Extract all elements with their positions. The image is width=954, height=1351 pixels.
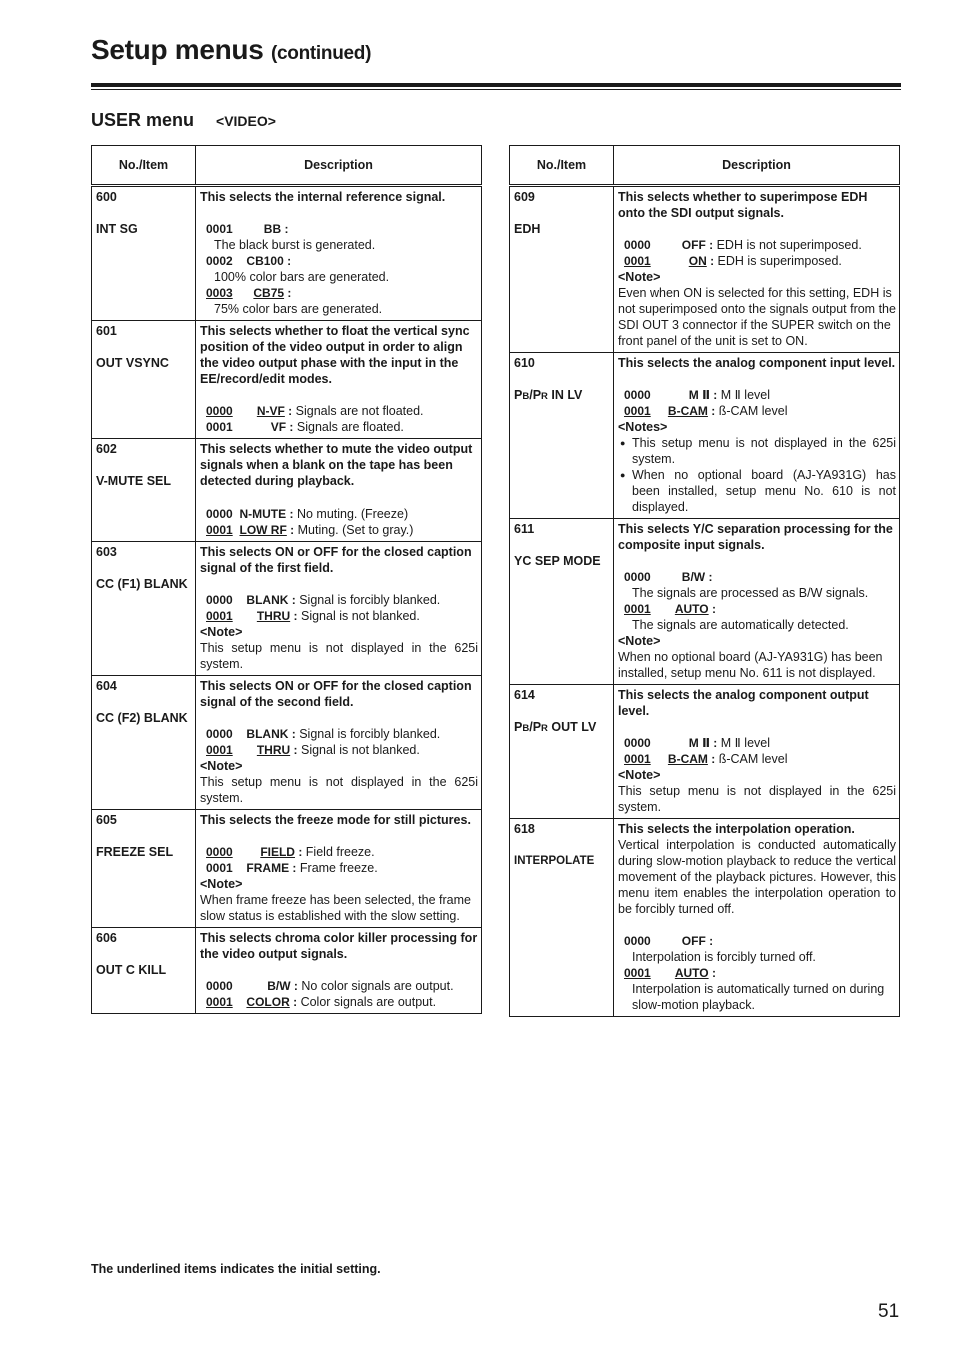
item-number: 611 bbox=[514, 522, 535, 536]
option-code: 0001 bbox=[206, 222, 233, 236]
option-key: B/W : bbox=[267, 979, 298, 993]
description-heading: This selects the analog component input level. bbox=[618, 356, 896, 370]
option-text: Signal is not blanked. bbox=[297, 609, 420, 623]
option-key: B-CAM bbox=[667, 404, 708, 418]
option-line: 0001 COLOR : Color signals are output. bbox=[206, 995, 437, 1009]
option-line bbox=[200, 221, 478, 237]
option-line: 0000 FIELD : Field freeze. bbox=[206, 845, 375, 859]
item-name: OUT VSYNC bbox=[96, 356, 169, 370]
option-text: Signal is forcibly blanked. bbox=[295, 593, 441, 607]
table-row bbox=[92, 542, 482, 676]
item-cell bbox=[92, 542, 196, 676]
option-text: M Ⅱ level bbox=[717, 736, 771, 750]
item-number: 609 bbox=[514, 190, 535, 204]
item-name: INTERPOLATE bbox=[514, 855, 595, 867]
description-cell bbox=[196, 928, 482, 1014]
option-code: 0000 bbox=[206, 404, 233, 418]
description-cell bbox=[196, 439, 482, 542]
option-line bbox=[200, 726, 478, 742]
option-code: 0000 bbox=[206, 845, 233, 859]
option-key: CB75 bbox=[253, 286, 285, 300]
table-row bbox=[510, 186, 900, 353]
item-cell bbox=[510, 685, 614, 819]
option-text: Muting. (Set to gray.) bbox=[294, 523, 414, 537]
option-description: 75% color bars are generated. bbox=[214, 302, 383, 316]
note-label: <Notes> bbox=[618, 420, 668, 434]
option-key: BLANK : bbox=[246, 593, 296, 607]
description-heading: This selects ON or OFF for the closed caption signal of the second field. bbox=[200, 679, 472, 709]
option-key: B-CAM bbox=[667, 752, 708, 766]
option-key: OFF : bbox=[681, 934, 714, 948]
option-code: 0000 bbox=[624, 570, 651, 584]
option-line bbox=[200, 419, 478, 435]
table-row bbox=[510, 519, 900, 685]
option-key: OFF : bbox=[681, 238, 714, 252]
menu-table-left bbox=[91, 145, 482, 1014]
item-cell bbox=[92, 439, 196, 542]
option-code: 0000 bbox=[624, 388, 651, 402]
item-cell bbox=[92, 321, 196, 439]
item-number: 604 bbox=[96, 679, 117, 693]
option-key: BLANK : bbox=[246, 727, 296, 741]
item-name: INT SG bbox=[96, 222, 138, 236]
description-heading: This selects chroma color killer processing for the video output signals. bbox=[200, 931, 478, 961]
note-bullet: ● When no optional board (AJ-YA931G) has been installed, setup menu No. 610 is not displayed. bbox=[618, 467, 896, 515]
column-header-no-item: No./Item bbox=[510, 146, 614, 186]
description-cell bbox=[614, 353, 900, 519]
note-text: This setup menu is not displayed in the 625i system. bbox=[200, 775, 478, 805]
option-key: CB100 : bbox=[246, 254, 292, 268]
note-text: Even when ON is selected for this setting, EDH is not superimposed onto the signals output from the SDI OUT 3 connector if the SUPER switch on the front panel of the unit is set to ON. bbox=[618, 286, 896, 348]
option-line bbox=[618, 237, 896, 253]
column-header-description: Description bbox=[614, 146, 900, 186]
option-description: Interpolation is forcibly turned off. bbox=[632, 950, 816, 964]
page-title bbox=[91, 34, 371, 66]
description-heading: This selects the interpolation operation. bbox=[618, 822, 855, 836]
option-line bbox=[618, 933, 896, 949]
option-line: 0001 ON : EDH is superimposed. bbox=[624, 254, 842, 268]
option-description: Interpolation is automatically turned on during slow-motion playback. bbox=[632, 982, 885, 1012]
table-row bbox=[510, 819, 900, 1017]
table-row bbox=[92, 439, 482, 542]
option-line bbox=[618, 569, 896, 585]
option-line bbox=[200, 978, 478, 994]
option-code: 0000 bbox=[206, 979, 233, 993]
item-cell bbox=[510, 819, 614, 1017]
option-code: 0001 bbox=[624, 404, 651, 418]
item-number: 601 bbox=[96, 324, 117, 338]
section-heading bbox=[91, 110, 276, 131]
description-cell bbox=[196, 186, 482, 321]
option-key: THRU bbox=[256, 743, 291, 757]
option-code: 0001 bbox=[624, 752, 651, 766]
footer-note: The underlined items indicates the initial setting. bbox=[91, 1262, 381, 1276]
item-number: 602 bbox=[96, 442, 117, 456]
option-code: 0000 bbox=[206, 507, 233, 521]
option-key: N-VF bbox=[256, 404, 285, 418]
description-cell bbox=[196, 810, 482, 928]
description-heading: This selects the internal reference signal. bbox=[200, 190, 446, 204]
option-key: AUTO bbox=[674, 602, 709, 616]
option-line bbox=[200, 860, 478, 876]
description-heading: This selects whether to float the vertical sync position of the video output in order to align the video output phase with the input in the EE/record/edit modes. bbox=[200, 324, 470, 386]
option-key: M Ⅱ : bbox=[688, 736, 718, 750]
option-text: EDH is superimposed. bbox=[714, 254, 842, 268]
option-line: 0003 CB75 : bbox=[206, 286, 292, 300]
description-cell bbox=[196, 542, 482, 676]
option-line: 0001 AUTO : bbox=[624, 602, 716, 616]
option-text: Signal is forcibly blanked. bbox=[295, 727, 441, 741]
option-code: 0001 bbox=[206, 743, 233, 757]
table-row bbox=[510, 685, 900, 819]
option-key: N-MUTE : bbox=[239, 507, 294, 521]
option-code: 0002 bbox=[206, 254, 233, 268]
option-code: 0001 bbox=[206, 995, 233, 1009]
title-rule-thin bbox=[91, 89, 901, 90]
note-bullet: ● This setup menu is not displayed in the 625i system. bbox=[618, 435, 896, 467]
option-line: 0001 B-CAM : ß-CAM level bbox=[624, 404, 788, 418]
option-code: 0001 bbox=[206, 609, 233, 623]
note-label: <Note> bbox=[200, 625, 243, 639]
note-label: <Note> bbox=[618, 768, 661, 782]
table-header-row bbox=[510, 146, 900, 186]
column-header-no-item: No./Item bbox=[92, 146, 196, 186]
option-line bbox=[200, 506, 478, 522]
option-text: Signal is not blanked. bbox=[297, 743, 420, 757]
option-text: ß-CAM level bbox=[715, 404, 788, 418]
option-text: Signals are floated. bbox=[293, 420, 404, 434]
item-name: PB/PR IN LV bbox=[514, 388, 583, 402]
option-line bbox=[200, 253, 478, 269]
item-cell bbox=[510, 519, 614, 685]
section-title: USER menu bbox=[91, 110, 195, 130]
description-heading: This selects the freeze mode for still pictures. bbox=[200, 813, 471, 827]
option-code: 0000 bbox=[624, 238, 651, 252]
note-text: This setup menu is not displayed in the 625i system. bbox=[618, 784, 896, 814]
option-text: EDH is not superimposed. bbox=[713, 238, 862, 252]
description-cell bbox=[196, 321, 482, 439]
item-name: PB/PR OUT LV bbox=[514, 720, 597, 734]
option-text: Field freeze. bbox=[302, 845, 375, 859]
item-name: V-MUTE SEL bbox=[96, 474, 172, 488]
item-cell bbox=[92, 928, 196, 1014]
column-header-description: Description bbox=[196, 146, 482, 186]
section-subtitle: <VIDEO> bbox=[216, 113, 276, 129]
option-key: M Ⅱ : bbox=[688, 388, 718, 402]
item-name: CC (F2) BLANK bbox=[96, 711, 188, 725]
note-label: <Note> bbox=[618, 634, 661, 648]
option-key: B/W : bbox=[681, 570, 713, 584]
option-line: 0001 THRU : Signal is not blanked. bbox=[206, 609, 420, 623]
option-code: 0001 bbox=[624, 602, 651, 616]
option-code: 0003 bbox=[206, 286, 233, 300]
item-name: CC (F1) BLANK bbox=[96, 577, 188, 591]
option-line: 0001 B-CAM : ß-CAM level bbox=[624, 752, 788, 766]
menu-table-right bbox=[509, 145, 900, 1017]
item-number: 605 bbox=[96, 813, 117, 827]
item-cell bbox=[92, 186, 196, 321]
description-heading: This selects the analog component output level. bbox=[618, 688, 869, 718]
option-line: 0001 AUTO : bbox=[624, 966, 716, 980]
option-line bbox=[618, 735, 896, 751]
option-key: FIELD bbox=[260, 845, 295, 859]
table-row bbox=[92, 186, 482, 321]
description-cell bbox=[614, 519, 900, 685]
option-line: 0001 THRU : Signal is not blanked. bbox=[206, 743, 420, 757]
option-key: VF : bbox=[270, 420, 294, 434]
option-code: 0000 bbox=[206, 593, 233, 607]
option-text: No color signals are output. bbox=[297, 979, 454, 993]
option-text: Frame freeze. bbox=[296, 861, 378, 875]
option-key: BB : bbox=[263, 222, 289, 236]
description-cell bbox=[196, 676, 482, 810]
table-row bbox=[92, 676, 482, 810]
option-line bbox=[200, 592, 478, 608]
option-description: The signals are automatically detected. bbox=[632, 618, 849, 632]
table-row bbox=[510, 353, 900, 519]
option-code: 0000 bbox=[206, 727, 233, 741]
option-key: THRU bbox=[256, 609, 291, 623]
option-key: ON bbox=[688, 254, 707, 268]
table-header-row bbox=[92, 146, 482, 186]
item-number: 610 bbox=[514, 356, 535, 370]
option-code: 0001 bbox=[206, 523, 233, 537]
option-line: 0001 LOW RF : Muting. (Set to gray.) bbox=[206, 523, 414, 537]
item-number: 606 bbox=[96, 931, 117, 945]
note-label: <Note> bbox=[618, 270, 661, 284]
description-cell bbox=[614, 685, 900, 819]
table-row bbox=[92, 928, 482, 1014]
item-name: EDH bbox=[514, 222, 541, 236]
note-text: When frame freeze has been selected, the frame slow status is established with the slow setting. bbox=[200, 893, 471, 923]
description-cell bbox=[614, 186, 900, 353]
table-row bbox=[92, 810, 482, 928]
item-cell bbox=[510, 353, 614, 519]
item-cell bbox=[92, 810, 196, 928]
option-code: 0001 bbox=[206, 861, 233, 875]
item-name: FREEZE SEL bbox=[96, 845, 174, 859]
title-continued: (continued) bbox=[271, 43, 372, 64]
page-number: 51 bbox=[878, 1301, 900, 1322]
item-cell bbox=[510, 186, 614, 353]
description-cell bbox=[614, 819, 900, 1017]
item-number: 603 bbox=[96, 545, 117, 559]
note-label: <Note> bbox=[200, 759, 243, 773]
option-code: 0000 bbox=[624, 736, 651, 750]
option-line bbox=[618, 387, 896, 403]
title-rule-thick bbox=[91, 83, 901, 87]
description-body: Vertical interpolation is conducted automatically during slow-motion playback to reduce the vertical movement of the playback pictures. However, this menu item enables the interpolation operation to be forcibly turned off. bbox=[618, 838, 896, 916]
title-text: Setup menus bbox=[91, 34, 264, 65]
item-number: 618 bbox=[514, 822, 535, 836]
note-text: When no optional board (AJ-YA931G) has been installed, setup menu No. 611 is not displayed. bbox=[618, 650, 883, 680]
description-heading: This selects ON or OFF for the closed caption signal of the first field. bbox=[200, 545, 472, 575]
option-key: LOW RF bbox=[239, 523, 287, 537]
option-description: The black burst is generated. bbox=[214, 238, 376, 252]
option-text: No muting. (Freeze) bbox=[293, 507, 409, 521]
option-code: 0001 bbox=[624, 966, 651, 980]
description-heading: This selects Y/C separation processing for the composite input signals. bbox=[618, 522, 893, 552]
note-label: <Note> bbox=[200, 877, 243, 891]
option-text: Color signals are output. bbox=[297, 995, 437, 1009]
option-line: 0000 N-VF : Signals are not floated. bbox=[206, 404, 424, 418]
option-text: M Ⅱ level bbox=[717, 388, 771, 402]
item-name: OUT C KILL bbox=[96, 963, 167, 977]
description-heading: This selects whether to superimpose EDH onto the SDI output signals. bbox=[618, 190, 868, 220]
item-number: 614 bbox=[514, 688, 535, 702]
option-description: 100% color bars are generated. bbox=[214, 270, 390, 284]
option-code: 0000 bbox=[624, 934, 651, 948]
option-key: FRAME : bbox=[246, 861, 297, 875]
option-code: 0001 bbox=[624, 254, 651, 268]
option-code: 0001 bbox=[206, 420, 233, 434]
description-heading: This selects whether to mute the video output signals when a blank on the tape has been detected during playback. bbox=[200, 442, 473, 488]
table-row bbox=[92, 321, 482, 439]
option-text: ß-CAM level bbox=[715, 752, 788, 766]
option-key: COLOR bbox=[246, 995, 290, 1009]
note-text: This setup menu is not displayed in the 625i system. bbox=[200, 641, 478, 671]
option-text: Signals are not floated. bbox=[292, 404, 424, 418]
item-number: 600 bbox=[96, 190, 117, 204]
item-name: YC SEP MODE bbox=[514, 554, 601, 568]
option-description: The signals are processed as B/W signals. bbox=[632, 586, 869, 600]
option-key: AUTO bbox=[674, 966, 709, 980]
item-cell bbox=[92, 676, 196, 810]
